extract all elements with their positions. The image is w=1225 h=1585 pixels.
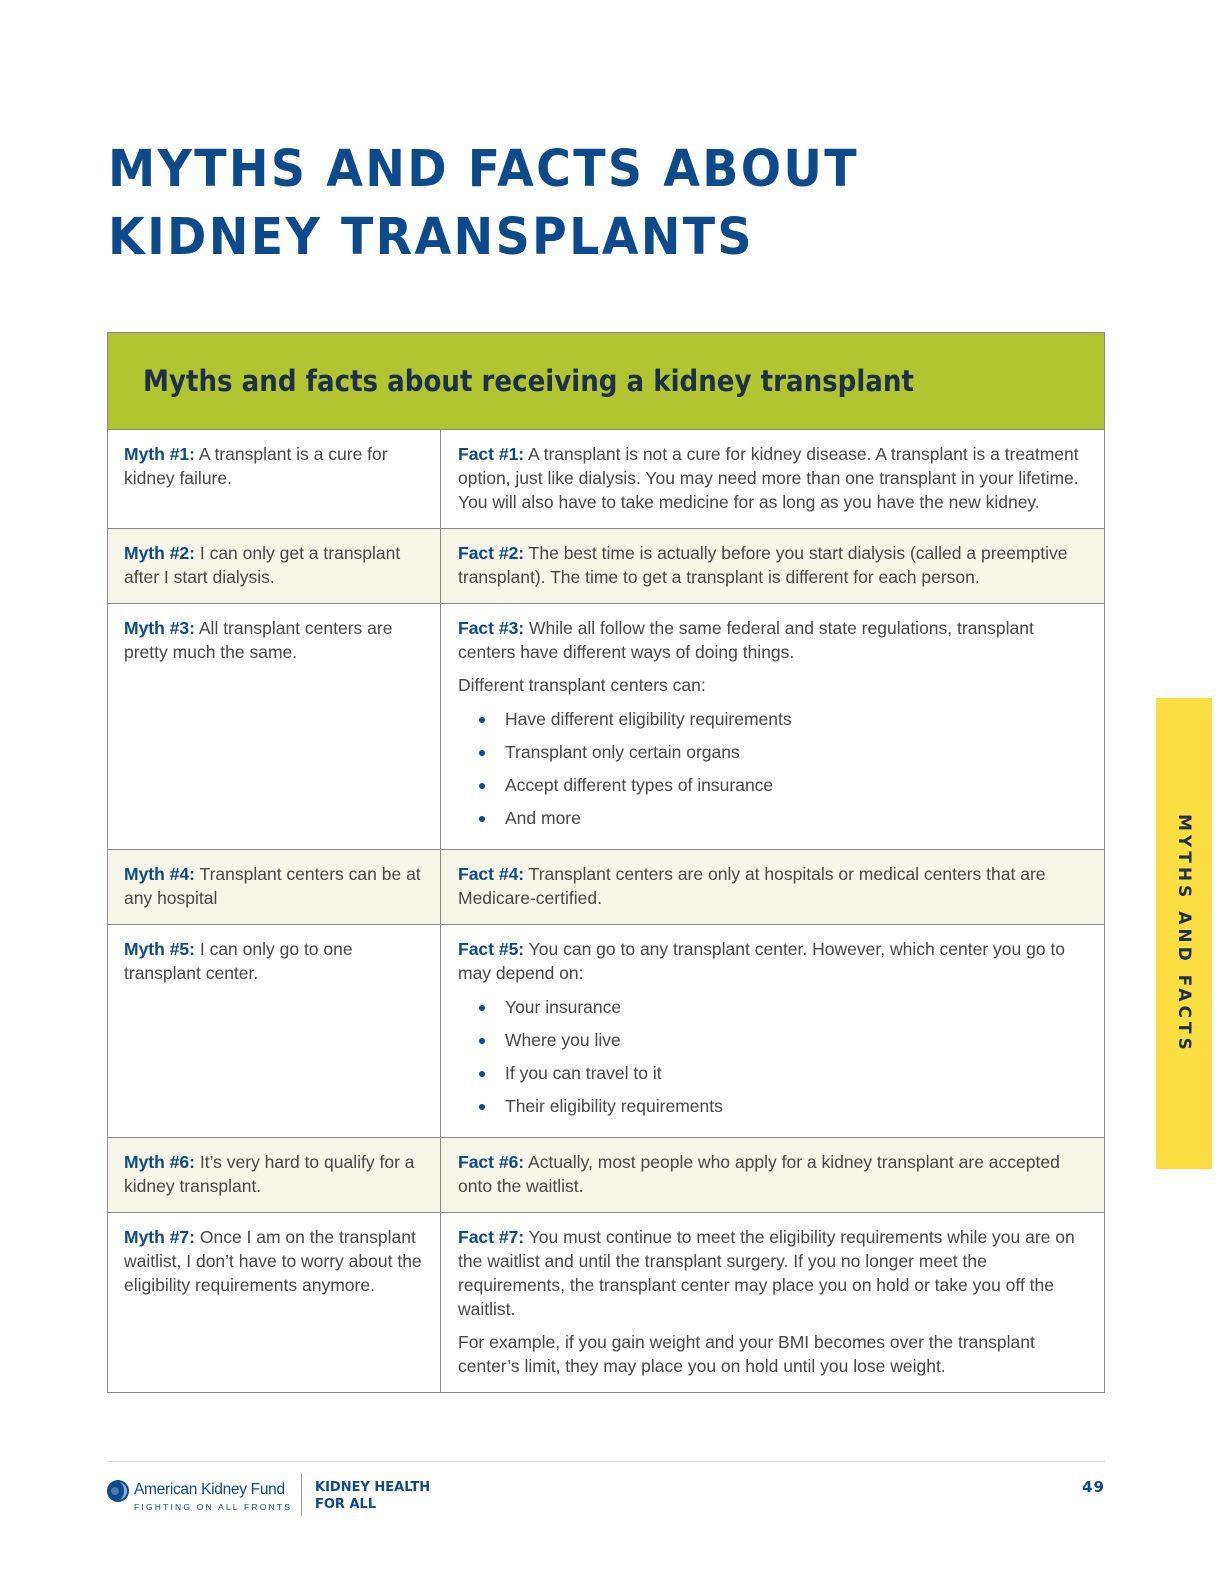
myth-label: Myth #3:: [124, 618, 195, 638]
table-row: [108, 850, 1104, 925]
fact-label: Fact #7:: [458, 1227, 525, 1247]
section-side-tab: [1156, 698, 1212, 1169]
fact-cell: [441, 1213, 1104, 1392]
kidney-fund-logo-icon: [106, 1479, 130, 1503]
myth-text: Once I am on the transplant waitlist, I don’t have to worry about the eligibility requirements anymore.: [124, 1227, 422, 1295]
bullet-list: [458, 703, 1086, 835]
list-item: If you can travel to it: [458, 1057, 1086, 1090]
logo-tagline: FIGHTING ON ALL FRONTS: [134, 1502, 293, 1512]
myth-cell: [108, 850, 441, 924]
list-item: Have different eligibility requirements: [458, 703, 1086, 736]
myth-cell: [108, 604, 441, 849]
myth-cell: [108, 430, 441, 528]
list-item: Where you live: [458, 1024, 1086, 1057]
fact-text: Transplant centers are only at hospitals or medical centers that are Medicare-certified.: [458, 864, 1046, 908]
page-title-line-1: MYTHS AND FACTS ABOUT: [108, 140, 859, 199]
fact-text: You must continue to meet the eligibility requirements while you are on the waitlist and until the transplant surgery. If you no longer meet the requirements, the transplant center may place you on hold or take you off the waitlist.: [458, 1227, 1075, 1319]
fact-cell: [441, 850, 1104, 924]
myth-cell: [108, 925, 441, 1137]
fact-label: Fact #3:: [458, 618, 525, 638]
table-row: [108, 604, 1104, 850]
fact-extra-text: For example, if you gain weight and your BMI becomes over the transplant center’s limit, they may place you on hold until you lose weight.: [458, 1332, 1035, 1376]
side-tab-label: MYTHS AND FACTS: [1174, 813, 1194, 1054]
myths-facts-table: [107, 332, 1105, 1393]
page-number: 49: [1082, 1478, 1105, 1496]
table-heading: Myths and facts about receiving a kidney transplant: [143, 364, 914, 398]
logo-name: American Kidney Fund: [134, 1481, 285, 1498]
myth-text: I can only go to one transplant center.: [124, 939, 353, 983]
table-row: [108, 430, 1104, 529]
myth-cell: [108, 1138, 441, 1212]
myth-label: Myth #5:: [124, 939, 195, 959]
fact-label: Fact #6:: [458, 1152, 525, 1172]
bullet-list: [458, 991, 1086, 1123]
table-row: [108, 1138, 1104, 1213]
fact-label: Fact #4:: [458, 864, 525, 884]
myth-label: Myth #2:: [124, 543, 195, 563]
list-item: Accept different types of insurance: [458, 769, 1086, 802]
page-title: [108, 136, 859, 272]
fact-label: Fact #2:: [458, 543, 525, 563]
page-title-line-2: KIDNEY TRANSPLANTS: [108, 208, 754, 267]
fact-text: A transplant is not a cure for kidney disease. A transplant is a treatment option, just like dialysis. You may need more than one transplant in your lifetime. You will also have to take medicine for as long as you have the new kidney.: [458, 444, 1079, 512]
list-item: Transplant only certain organs: [458, 736, 1086, 769]
myth-label: Myth #4:: [124, 864, 195, 884]
fact-text: The best time is actually before you start dialysis (called a preemptive transplant). The time to get a transplant is different for each person.: [458, 543, 1068, 587]
fact-cell: [441, 604, 1104, 849]
myth-text: It’s very hard to qualify for a kidney transplant.: [124, 1152, 415, 1196]
fact-cell: [441, 529, 1104, 603]
myth-cell: [108, 529, 441, 603]
myth-text: All transplant centers are pretty much the same.: [124, 618, 393, 662]
fact-cell: [441, 430, 1104, 528]
myth-label: Myth #7:: [124, 1227, 195, 1247]
myth-label: Myth #1:: [124, 444, 195, 464]
fact-extra-text: Different transplant centers can:: [458, 675, 706, 695]
fact-cell: [441, 925, 1104, 1137]
myth-text: I can only get a transplant after I start dialysis.: [124, 543, 401, 587]
list-item: Your insurance: [458, 991, 1086, 1024]
list-item: Their eligibility requirements: [458, 1090, 1086, 1123]
fact-text: Actually, most people who apply for a kidney transplant are accepted onto the waitlist.: [458, 1152, 1060, 1196]
table-row: [108, 1213, 1104, 1392]
program-line-2: FOR ALL: [315, 1497, 377, 1512]
fact-cell: [441, 1138, 1104, 1212]
myth-text: Transplant centers can be at any hospital: [124, 864, 421, 908]
fact-label: Fact #5:: [458, 939, 525, 959]
footer-logo-divider: [301, 1474, 302, 1516]
table-row: [108, 529, 1104, 604]
table-header: [108, 333, 1104, 430]
fact-label: Fact #1:: [458, 444, 525, 464]
fact-text: While all follow the same federal and state regulations, transplant centers have different ways of doing things.: [458, 618, 1034, 662]
table-row: [108, 925, 1104, 1138]
myth-text: A transplant is a cure for kidney failure.: [124, 444, 388, 488]
myth-cell: [108, 1213, 441, 1392]
myth-label: Myth #6:: [124, 1152, 195, 1172]
program-line-1: KIDNEY HEALTH: [315, 1480, 431, 1495]
list-item: And more: [458, 802, 1086, 835]
kidney-health-for-all-logo: [315, 1479, 430, 1513]
footer-divider: [107, 1461, 1105, 1462]
fact-text: You can go to any transplant center. However, which center you go to may depend on:: [458, 939, 1066, 983]
